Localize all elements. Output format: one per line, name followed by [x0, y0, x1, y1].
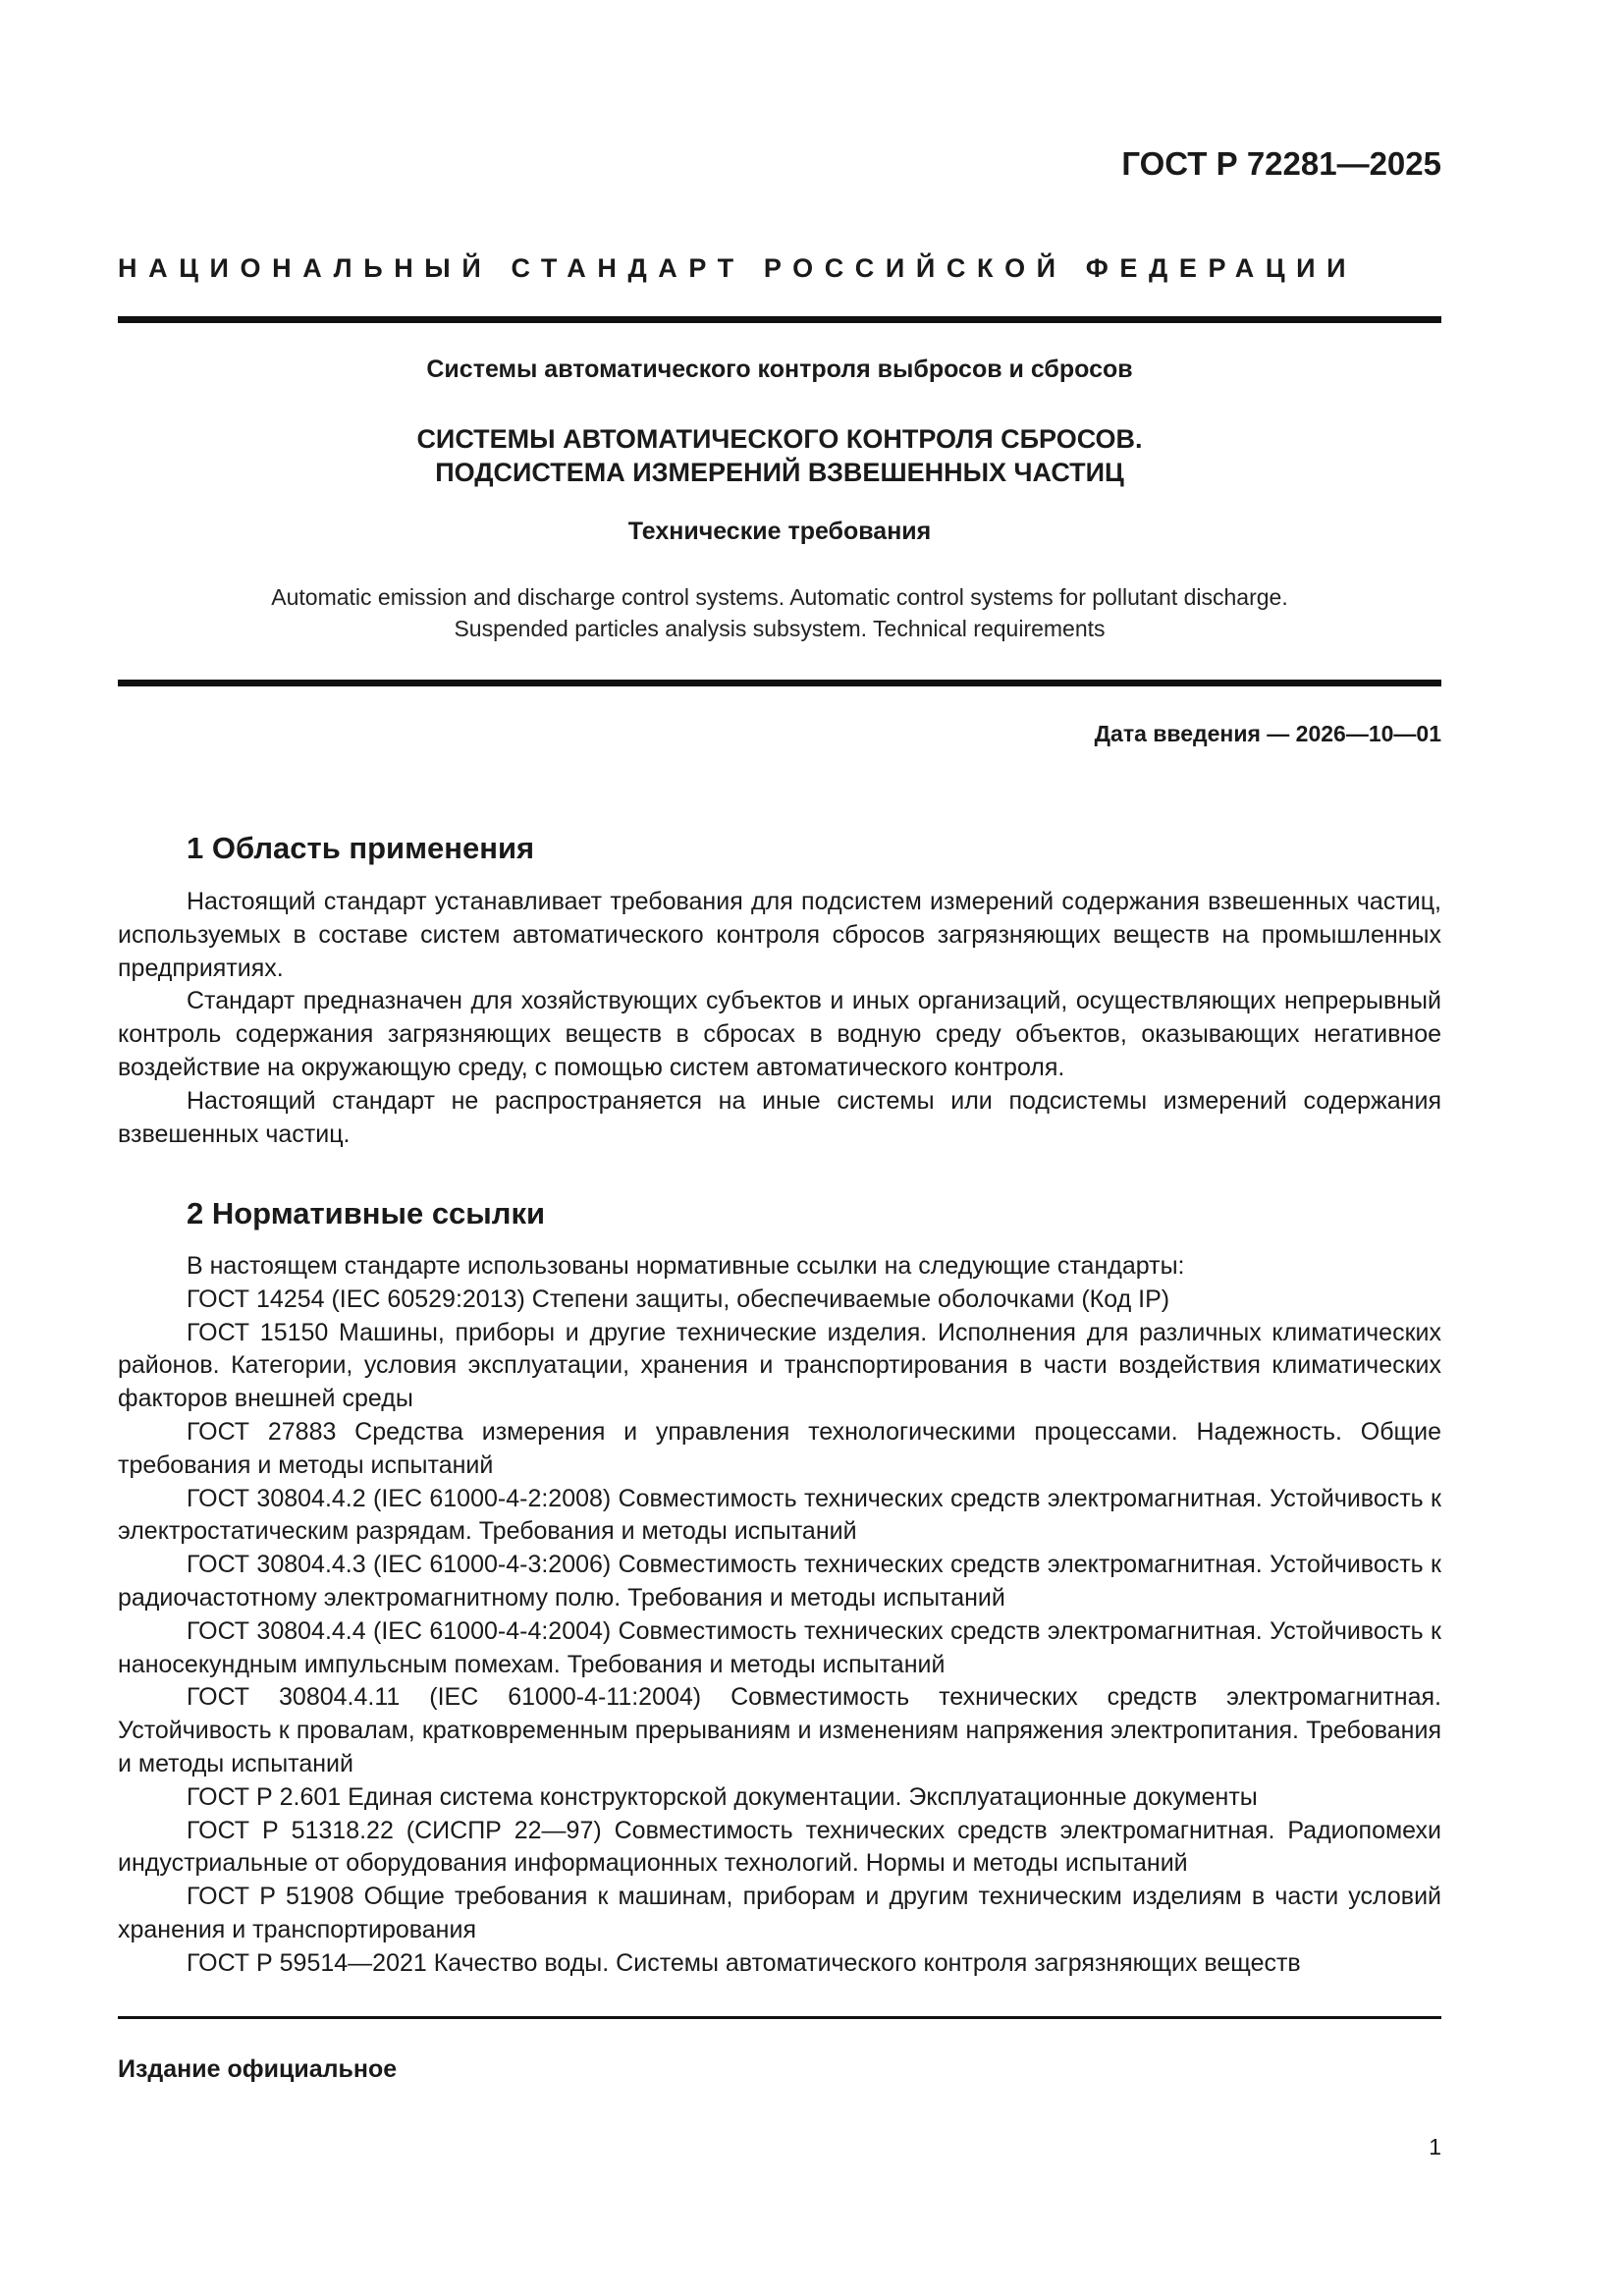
- reference-item: ГОСТ Р 51908 Общие требования к машинам, приборам и другим техническим изделиям в части условий хранения и транспортирования: [118, 1883, 1441, 1943]
- english-title-line2: Suspended particles analysis subsystem. Technical requirements: [454, 616, 1106, 641]
- reference-item: ГОСТ 14254 (IEC 60529:2013) Степени защиты, обеспечиваемые оболочками (Код IP): [187, 1285, 1170, 1313]
- page-number: 1: [1429, 2134, 1441, 2159]
- section2-intro: В настоящем стандарте использованы нормативные ссылки на следующие стандарты:: [187, 1252, 1185, 1280]
- reference-item: ГОСТ 30804.4.11 (IEC 61000-4-11:2004) Совместимость технических средств электромагнитная. Устойчивость к провалам, кратковременным прерываниям и изменениям напряжения электропитания. Требования и методы испытаний: [118, 1683, 1441, 1777]
- section2-body: [118, 1250, 1441, 1981]
- series-title: Системы автоматического контроля выбросов и сбросов: [426, 355, 1133, 383]
- reference-item: ГОСТ 30804.4.2 (IEC 61000-4-2:2008) Совместимость технических средств электромагнитная. Устойчивость к электростатическим разрядам. Требования и методы испытаний: [118, 1484, 1441, 1546]
- national-standard-banner: НАЦИОНАЛЬНЫЙ СТАНДАРТ РОССИЙСКОЙ ФЕДЕРАЦИИ: [118, 253, 1358, 283]
- section1-paragraph: Настоящий стандарт устанавливает требования для подсистем измерений содержания взвешенных частиц, используемых в составе систем автоматического контроля сбросов загрязняющих веществ на промышленных предприятиях.: [118, 888, 1441, 982]
- section1-body: [118, 886, 1441, 1151]
- main-title-line2: ПОДСИСТЕМА ИЗМЕРЕНИЙ ВЗВЕШЕННЫХ ЧАСТИЦ: [435, 458, 1124, 487]
- section1-paragraph: Стандарт предназначен для хозяйствующих субъектов и иных организаций, осуществляющих непрерывный контроль содержания загрязняющих веществ в сбросах в водную среду объектов, оказывающих негативное воздействие на окружающую среду, с помощью систем автоматического контроля.: [118, 987, 1441, 1081]
- subtitle: Технические требования: [627, 518, 932, 545]
- section1-paragraph: Настоящий стандарт не распространяется на иные системы или подсистемы измерений содержания взвешенных частиц.: [118, 1086, 1441, 1148]
- header-rule: [118, 316, 1441, 323]
- reference-item: ГОСТ Р 2.601 Единая система конструкторской документации. Эксплуатационные документы: [187, 1782, 1258, 1811]
- official-edition-label: Издание официальное: [118, 2055, 398, 2083]
- reference-item: ГОСТ 15150 Машины, приборы и другие технические изделия. Исполнения для различных климатических районов. Категории, условия эксплуатации, хранения и транспортирования в части воздействия климатических факторов внешней среды: [118, 1318, 1441, 1413]
- section1-heading: 1 Область применения: [187, 831, 535, 865]
- intro-date: Дата введения — 2026—10—01: [1094, 721, 1441, 746]
- reference-item: ГОСТ 30804.4.3 (IEC 61000-4-3:2006) Совместимость технических средств электромагнитная. Устойчивость к радиочастотному электромагнитному полю. Требования и методы испытаний: [118, 1551, 1441, 1612]
- reference-item: ГОСТ 30804.4.4 (IEC 61000-4-4:2004) Совместимость технических средств электромагнитная. Устойчивость к наносекундным импульсным помехам. Требования и методы испытаний: [118, 1616, 1441, 1678]
- reference-item: ГОСТ Р 59514—2021 Качество воды. Системы автоматического контроля загрязняющих веществ: [187, 1948, 1301, 1977]
- section2-heading: 2 Нормативные ссылки: [187, 1196, 546, 1230]
- document-code: ГОСТ Р 72281—2025: [1121, 145, 1441, 182]
- english-title-line1: Automatic emission and discharge control systems. Automatic control systems for pollutant discharge.: [271, 584, 1288, 610]
- reference-item: ГОСТ Р 51318.22 (СИСПР 22—97) Совместимость технических средств электромагнитная. Радиопомехи индустриальные от оборудования информационных технологий. Нормы и методы испытаний: [118, 1816, 1441, 1878]
- main-title: [118, 422, 1441, 489]
- main-title-line1: СИСТЕМЫ АВТОМАТИЧЕСКОГО КОНТРОЛЯ СБРОСОВ.: [416, 424, 1143, 454]
- reference-item: ГОСТ 27883 Средства измерения и управления технологическими процессами. Надежность. Общие требования и методы испытаний: [118, 1417, 1441, 1479]
- english-title: [118, 581, 1441, 644]
- title-rule: [118, 680, 1441, 686]
- footer-rule: [118, 2016, 1441, 2019]
